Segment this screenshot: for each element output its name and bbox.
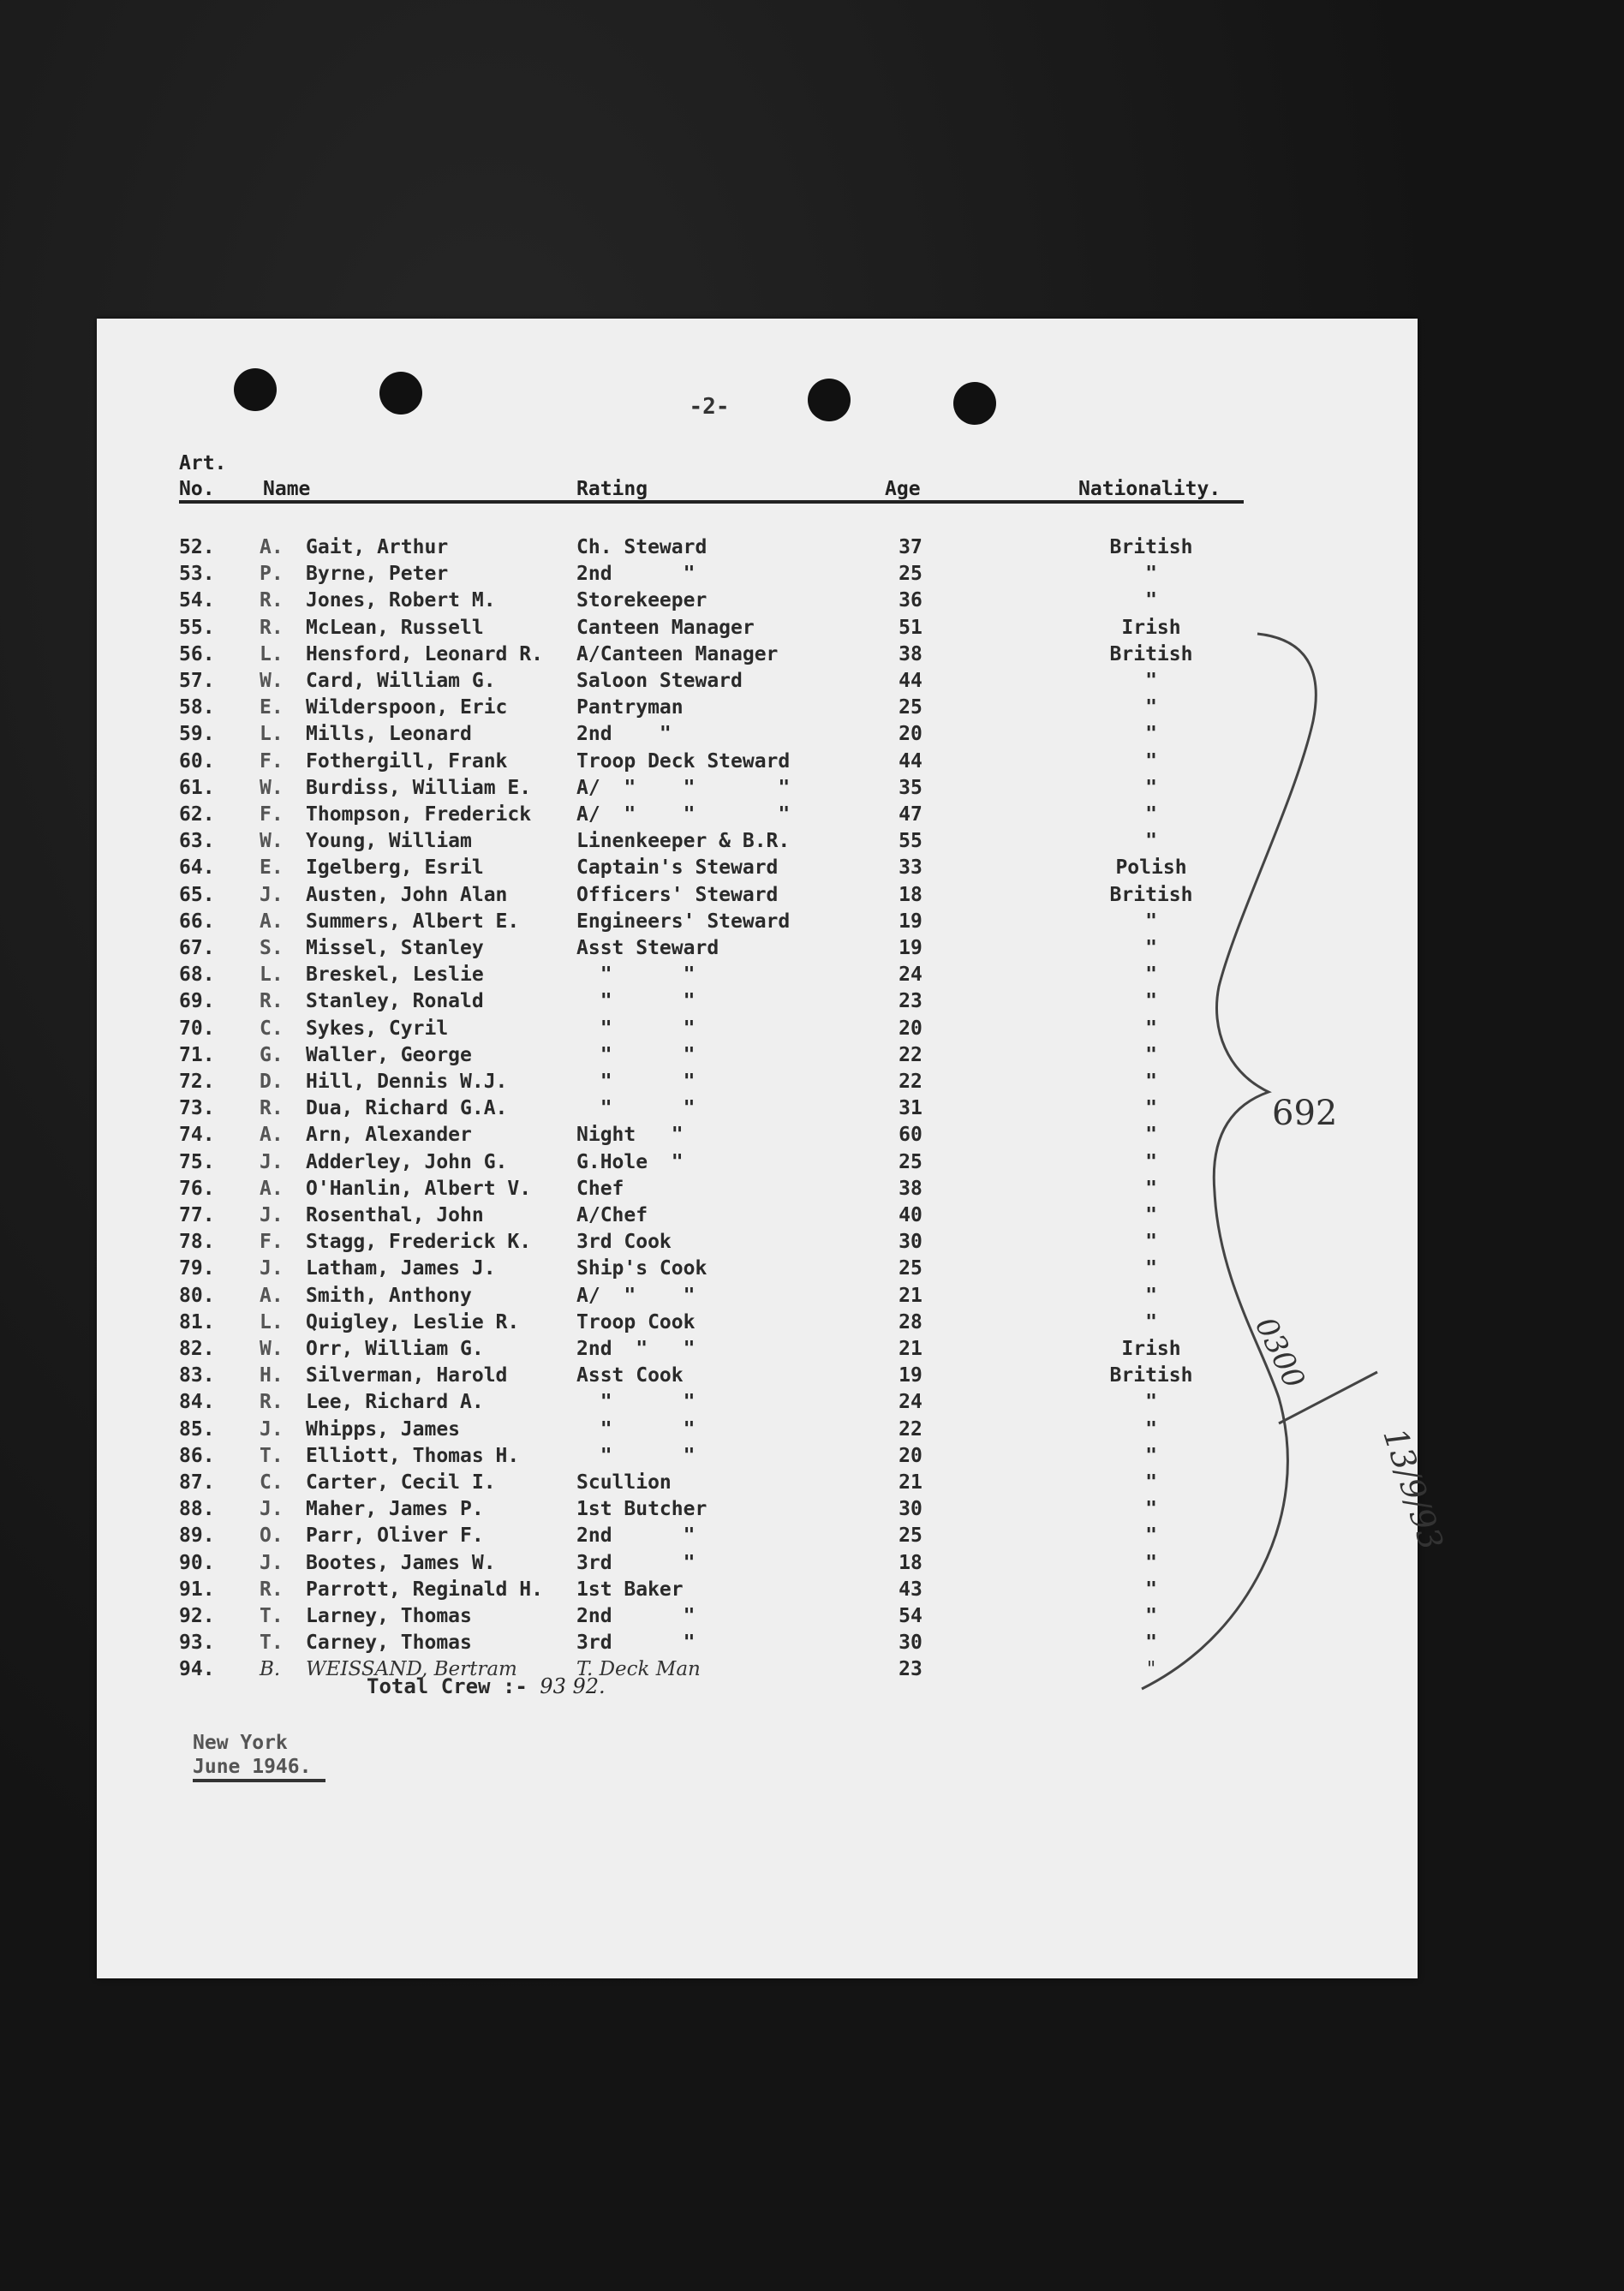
row-initial: J. — [260, 1257, 284, 1280]
crew-nationality: " — [1145, 1418, 1157, 1441]
row-initial: A. — [260, 1124, 284, 1146]
crew-name: Burdiss, William E. — [306, 777, 532, 799]
row-initial: L. — [260, 964, 284, 986]
row-initial: J. — [260, 1498, 284, 1520]
row-number: 57. — [179, 670, 215, 692]
crew-name: Austen, John Alan — [306, 884, 508, 906]
crew-rating: G.Hole " — [576, 1151, 684, 1173]
crew-rating: " " — [576, 990, 696, 1012]
row-initial: E. — [260, 696, 284, 719]
crew-age: 40 — [899, 1204, 922, 1226]
crew-name: Bootes, James W. — [306, 1552, 496, 1574]
row-number: 87. — [179, 1471, 215, 1494]
crew-list-page — [97, 319, 1451, 1978]
row-initial: L. — [260, 643, 284, 665]
crew-name: Dua, Richard G.A. — [306, 1097, 508, 1119]
crew-rating: 3rd " — [576, 1632, 696, 1654]
crew-age: 35 — [899, 777, 922, 799]
crew-rating: 2nd " — [576, 1524, 696, 1547]
crew-nationality: " — [1145, 1632, 1157, 1654]
crew-name: WEISSAND, Bertram — [306, 1658, 517, 1680]
crew-name: Sykes, Cyril — [306, 1017, 449, 1040]
crew-age: 47 — [899, 803, 922, 826]
crew-name: Hill, Dennis W.J. — [306, 1071, 508, 1093]
row-number: 83. — [179, 1364, 215, 1387]
row-initial: L. — [260, 723, 284, 745]
crew-name: Waller, George — [306, 1044, 472, 1066]
crew-nationality: " — [1145, 1204, 1157, 1226]
crew-nationality: British — [1109, 643, 1193, 665]
crew-age: 44 — [899, 670, 922, 692]
row-number: 78. — [179, 1231, 215, 1253]
row-number: 63. — [179, 830, 215, 852]
crew-rating: Ch. Steward — [576, 536, 708, 558]
crew-nationality: " — [1145, 1178, 1157, 1200]
crew-nationality: " — [1145, 1071, 1157, 1093]
crew-name: Mills, Leonard — [306, 723, 472, 745]
crew-nationality: " — [1145, 1285, 1157, 1307]
crew-name: Carney, Thomas — [306, 1632, 472, 1654]
crew-rating: Storekeeper — [576, 589, 708, 612]
crew-nationality: " — [1145, 803, 1157, 826]
crew-name: Parrott, Reginald H. — [306, 1578, 543, 1601]
row-initial: F. — [260, 1231, 284, 1253]
row-number: 94. — [179, 1658, 215, 1680]
crew-rating: Asst Steward — [576, 937, 719, 959]
header-no: No. — [179, 478, 215, 500]
row-initial: F. — [260, 803, 284, 826]
crew-rating: A/Canteen Manager — [576, 643, 779, 665]
crew-name: Adderley, John G. — [306, 1151, 508, 1173]
row-number: 81. — [179, 1311, 215, 1333]
crew-nationality: British — [1109, 884, 1193, 906]
crew-age: 24 — [899, 1391, 922, 1413]
crew-age: 43 — [899, 1578, 922, 1601]
row-initial: S. — [260, 937, 284, 959]
crew-name: Breskel, Leslie — [306, 964, 484, 986]
crew-rating: 2nd " — [576, 1605, 696, 1627]
crew-name: Stagg, Frederick K. — [306, 1231, 532, 1253]
row-initial: C. — [260, 1471, 284, 1494]
crew-nationality: " — [1145, 1445, 1157, 1467]
row-initial: C. — [260, 1017, 284, 1040]
row-initial: W. — [260, 830, 284, 852]
crew-name: Rosenthal, John — [306, 1204, 484, 1226]
crew-age: 30 — [899, 1498, 922, 1520]
crew-age: 37 — [899, 536, 922, 558]
crew-age: 23 — [899, 990, 922, 1012]
row-initial: A. — [260, 536, 284, 558]
crew-nationality: " — [1145, 1257, 1157, 1280]
row-initial: W. — [260, 670, 284, 692]
crew-age: 25 — [899, 696, 922, 719]
header-art: Art. — [179, 452, 227, 474]
crew-nationality: " — [1145, 563, 1157, 585]
crew-age: 51 — [899, 617, 922, 639]
crew-name: Orr, William G. — [306, 1338, 484, 1360]
crew-name: Elliott, Thomas H. — [306, 1445, 520, 1467]
crew-rating: Chef — [576, 1178, 624, 1200]
crew-rating: 3rd " — [576, 1552, 696, 1574]
crew-nationality: British — [1109, 536, 1193, 558]
row-number: 72. — [179, 1071, 215, 1093]
crew-age: 24 — [899, 964, 922, 986]
row-initial: A. — [260, 910, 284, 933]
crew-age: 18 — [899, 884, 922, 906]
crew-nationality: " — [1145, 1044, 1157, 1066]
crew-nationality: " — [1145, 910, 1157, 933]
crew-name: Summers, Albert E. — [306, 910, 520, 933]
crew-rating: 1st Butcher — [576, 1498, 708, 1520]
crew-nationality: " — [1145, 990, 1157, 1012]
row-number: 73. — [179, 1097, 215, 1119]
brace-mark — [1142, 634, 1316, 1689]
crew-name: Maher, James P. — [306, 1498, 484, 1520]
handwritten-annotations — [97, 319, 1418, 1978]
row-number: 82. — [179, 1338, 215, 1360]
crew-rating: A/ " " — [576, 1285, 696, 1307]
crew-age: 25 — [899, 1151, 922, 1173]
crew-rating: A/Chef — [576, 1204, 648, 1226]
row-number: 53. — [179, 563, 215, 585]
crew-age: 25 — [899, 1257, 922, 1280]
crew-nationality: " — [1145, 750, 1157, 773]
crew-nationality: " — [1145, 1097, 1157, 1119]
row-number: 55. — [179, 617, 215, 639]
row-number: 89. — [179, 1524, 215, 1547]
crew-nationality: " — [1145, 937, 1157, 959]
crew-age: 19 — [899, 1364, 922, 1387]
row-initial: R. — [260, 1391, 284, 1413]
crew-rating: Saloon Steward — [576, 670, 743, 692]
crew-name: Young, William — [306, 830, 472, 852]
crew-nationality: " — [1145, 777, 1157, 799]
crew-name: Smith, Anthony — [306, 1285, 472, 1307]
crew-name: Igelberg, Esril — [306, 856, 484, 879]
crew-age: 21 — [899, 1338, 922, 1360]
row-number: 65. — [179, 884, 215, 906]
crew-name: McLean, Russell — [306, 617, 484, 639]
crew-rating: " " — [576, 1017, 696, 1040]
row-number: 93. — [179, 1632, 215, 1654]
crew-nationality: " — [1145, 589, 1157, 612]
crew-nationality: " — [1145, 1524, 1157, 1547]
crew-name: Carter, Cecil I. — [306, 1471, 496, 1494]
row-number: 64. — [179, 856, 215, 879]
row-initial: R. — [260, 1578, 284, 1601]
row-number: 66. — [179, 910, 215, 933]
crew-age: 60 — [899, 1124, 922, 1146]
crew-name: Larney, Thomas — [306, 1605, 472, 1627]
crew-name: Wilderspoon, Eric — [306, 696, 508, 719]
crew-name: Whipps, James — [306, 1418, 461, 1441]
row-initial: O. — [260, 1524, 284, 1547]
crew-age: 30 — [899, 1231, 922, 1253]
crew-age: 22 — [899, 1418, 922, 1441]
row-initial: R. — [260, 1097, 284, 1119]
crew-name: Lee, Richard A. — [306, 1391, 484, 1413]
crew-rating: 3rd Cook — [576, 1231, 672, 1253]
crew-name: Latham, James J. — [306, 1257, 496, 1280]
margin-total: 692 — [1272, 1094, 1338, 1133]
crew-rating: Troop Deck Steward — [576, 750, 791, 773]
row-number: 56. — [179, 643, 215, 665]
row-initial: W. — [260, 1338, 284, 1360]
total-crew-label: Total Crew :- — [367, 1674, 528, 1698]
place-date: June 1946. — [193, 1756, 312, 1778]
row-initial: H. — [260, 1364, 284, 1387]
row-initial: J. — [260, 884, 284, 906]
crew-rating: T. Deck Man — [576, 1658, 701, 1680]
crew-nationality: " — [1145, 1605, 1157, 1627]
crew-rating: Captain's Steward — [576, 856, 779, 879]
crew-nationality: " — [1145, 696, 1157, 719]
row-number: 69. — [179, 990, 215, 1012]
row-initial: T. — [260, 1445, 284, 1467]
crew-rating: Engineers' Steward — [576, 910, 791, 933]
crew-rating: Officers' Steward — [576, 884, 779, 906]
row-initial: J. — [260, 1151, 284, 1173]
row-number: 91. — [179, 1578, 215, 1601]
crew-age: 20 — [899, 1445, 922, 1467]
crew-nationality: " — [1145, 1578, 1157, 1601]
crew-name: Silverman, Harold — [306, 1364, 508, 1387]
crew-rating: " " — [576, 1044, 696, 1066]
header-rating: Rating — [576, 478, 648, 500]
crew-age: 28 — [899, 1311, 922, 1333]
row-initial: R. — [260, 617, 284, 639]
row-number: 90. — [179, 1552, 215, 1574]
crew-nationality: " — [1145, 830, 1157, 852]
crew-age: 20 — [899, 723, 922, 745]
row-initial: T. — [260, 1605, 284, 1627]
crew-rating: Troop Cook — [576, 1311, 696, 1333]
crew-name: Gait, Arthur — [306, 536, 449, 558]
crew-age: 19 — [899, 910, 922, 933]
crew-age: 38 — [899, 643, 922, 665]
crew-rating: Ship's Cook — [576, 1257, 708, 1280]
place-city: New York — [193, 1732, 288, 1754]
crew-age: 38 — [899, 1178, 922, 1200]
row-number: 74. — [179, 1124, 215, 1146]
row-number: 80. — [179, 1285, 215, 1307]
crew-age: 55 — [899, 830, 922, 852]
row-number: 88. — [179, 1498, 215, 1520]
row-number: 76. — [179, 1178, 215, 1200]
crew-nationality: Polish — [1115, 856, 1187, 879]
row-initial: J. — [260, 1552, 284, 1574]
row-initial: D. — [260, 1071, 284, 1093]
crew-nationality: " — [1145, 1471, 1157, 1494]
crew-rating: A/ " " " — [576, 803, 791, 826]
row-number: 62. — [179, 803, 215, 826]
crew-rating: Night " — [576, 1124, 684, 1146]
crew-nationality: " — [1145, 1231, 1157, 1253]
crew-name: Fothergill, Frank — [306, 750, 508, 773]
row-initial: L. — [260, 1311, 284, 1333]
crew-rating: Asst Cook — [576, 1364, 684, 1387]
crew-name: Arn, Alexander — [306, 1124, 472, 1146]
crew-rating: 2nd " " — [576, 1338, 696, 1360]
crew-rating: Scullion — [576, 1471, 672, 1494]
row-initial: J. — [260, 1204, 284, 1226]
row-initial: J. — [260, 1418, 284, 1441]
crew-age: 18 — [899, 1552, 922, 1574]
row-initial: A. — [260, 1178, 284, 1200]
row-number: 60. — [179, 750, 215, 773]
crew-age: 21 — [899, 1471, 922, 1494]
page-number: -2- — [689, 394, 730, 420]
crew-age: 54 — [899, 1605, 922, 1627]
row-initial: B. — [260, 1658, 281, 1680]
crew-rating: " " — [576, 1391, 696, 1413]
crew-age: 22 — [899, 1071, 922, 1093]
crew-rating: " " — [576, 1445, 696, 1467]
crew-rating: Pantryman — [576, 696, 684, 719]
crew-nationality: " — [1146, 1658, 1156, 1680]
crew-nationality: " — [1145, 1552, 1157, 1574]
stamp-code: 0300 — [1248, 1312, 1311, 1394]
crew-rating: " " — [576, 1097, 696, 1119]
crew-age: 30 — [899, 1632, 922, 1654]
row-initial: R. — [260, 990, 284, 1012]
crew-nationality: " — [1145, 1151, 1157, 1173]
crew-name: Card, William G. — [306, 670, 496, 692]
row-initial: F. — [260, 750, 284, 773]
crew-name: Byrne, Peter — [306, 563, 449, 585]
row-number: 61. — [179, 777, 215, 799]
total-crew-count: 93 92. — [540, 1674, 606, 1698]
row-number: 79. — [179, 1257, 215, 1280]
crew-name: O'Hanlin, Albert V. — [306, 1178, 532, 1200]
crew-rating: 1st Baker — [576, 1578, 684, 1601]
row-initial: R. — [260, 589, 284, 612]
row-number: 84. — [179, 1391, 215, 1413]
header-age: Age — [885, 478, 921, 500]
row-number: 92. — [179, 1605, 215, 1627]
crew-nationality: " — [1145, 670, 1157, 692]
crew-name: Thompson, Frederick — [306, 803, 532, 826]
row-number: 70. — [179, 1017, 215, 1040]
row-number: 75. — [179, 1151, 215, 1173]
crew-age: 22 — [899, 1044, 922, 1066]
crew-age: 25 — [899, 1524, 922, 1547]
row-initial: A. — [260, 1285, 284, 1307]
row-initial: G. — [260, 1044, 284, 1066]
crew-rating: " " — [576, 1418, 696, 1441]
crew-age: 44 — [899, 750, 922, 773]
row-initial: P. — [260, 563, 284, 585]
crew-nationality: Irish — [1121, 1338, 1181, 1360]
crew-rating: Linenkeeper & B.R. — [576, 830, 791, 852]
crew-name: Quigley, Leslie R. — [306, 1311, 520, 1333]
row-number: 54. — [179, 589, 215, 612]
crew-nationality: " — [1145, 1124, 1157, 1146]
crew-age: 33 — [899, 856, 922, 879]
row-number: 52. — [179, 536, 215, 558]
crew-nationality: " — [1145, 1017, 1157, 1040]
crew-age: 31 — [899, 1097, 922, 1119]
crew-name: Hensford, Leonard R. — [306, 643, 543, 665]
crew-rating: 2nd " — [576, 563, 696, 585]
row-initial: T. — [260, 1632, 284, 1654]
row-number: 77. — [179, 1204, 215, 1226]
row-number: 58. — [179, 696, 215, 719]
crew-nationality: " — [1145, 723, 1157, 745]
row-number: 86. — [179, 1445, 215, 1467]
row-number: 67. — [179, 937, 215, 959]
crew-rating: 2nd " — [576, 723, 672, 745]
crew-nationality: " — [1145, 1311, 1157, 1333]
row-number: 59. — [179, 723, 215, 745]
crew-rating: " " — [576, 1071, 696, 1093]
crew-rating: A/ " " " — [576, 777, 791, 799]
crew-nationality: Irish — [1121, 617, 1181, 639]
crew-name: Jones, Robert M. — [306, 589, 496, 612]
crew-rating: " " — [576, 964, 696, 986]
row-initial: W. — [260, 777, 284, 799]
stamp-date: 13/9/93 — [1376, 1423, 1451, 1554]
crew-name: Parr, Oliver F. — [306, 1524, 484, 1547]
crew-age: 21 — [899, 1285, 922, 1307]
crew-name: Stanley, Ronald — [306, 990, 484, 1012]
header-name: Name — [263, 478, 311, 500]
crew-age: 20 — [899, 1017, 922, 1040]
crew-name: Missel, Stanley — [306, 937, 484, 959]
row-number: 68. — [179, 964, 215, 986]
crew-nationality: " — [1145, 1498, 1157, 1520]
crew-age: 19 — [899, 937, 922, 959]
crew-nationality: British — [1109, 1364, 1193, 1387]
row-initial: E. — [260, 856, 284, 879]
row-number: 85. — [179, 1418, 215, 1441]
crew-nationality: " — [1145, 964, 1157, 986]
row-number: 71. — [179, 1044, 215, 1066]
crew-rating: Canteen Manager — [576, 617, 755, 639]
crew-age: 23 — [899, 1658, 922, 1680]
crew-nationality: " — [1145, 1391, 1157, 1413]
crew-age: 25 — [899, 563, 922, 585]
header-nationality: Nationality. — [1078, 478, 1221, 500]
crew-age: 36 — [899, 589, 922, 612]
